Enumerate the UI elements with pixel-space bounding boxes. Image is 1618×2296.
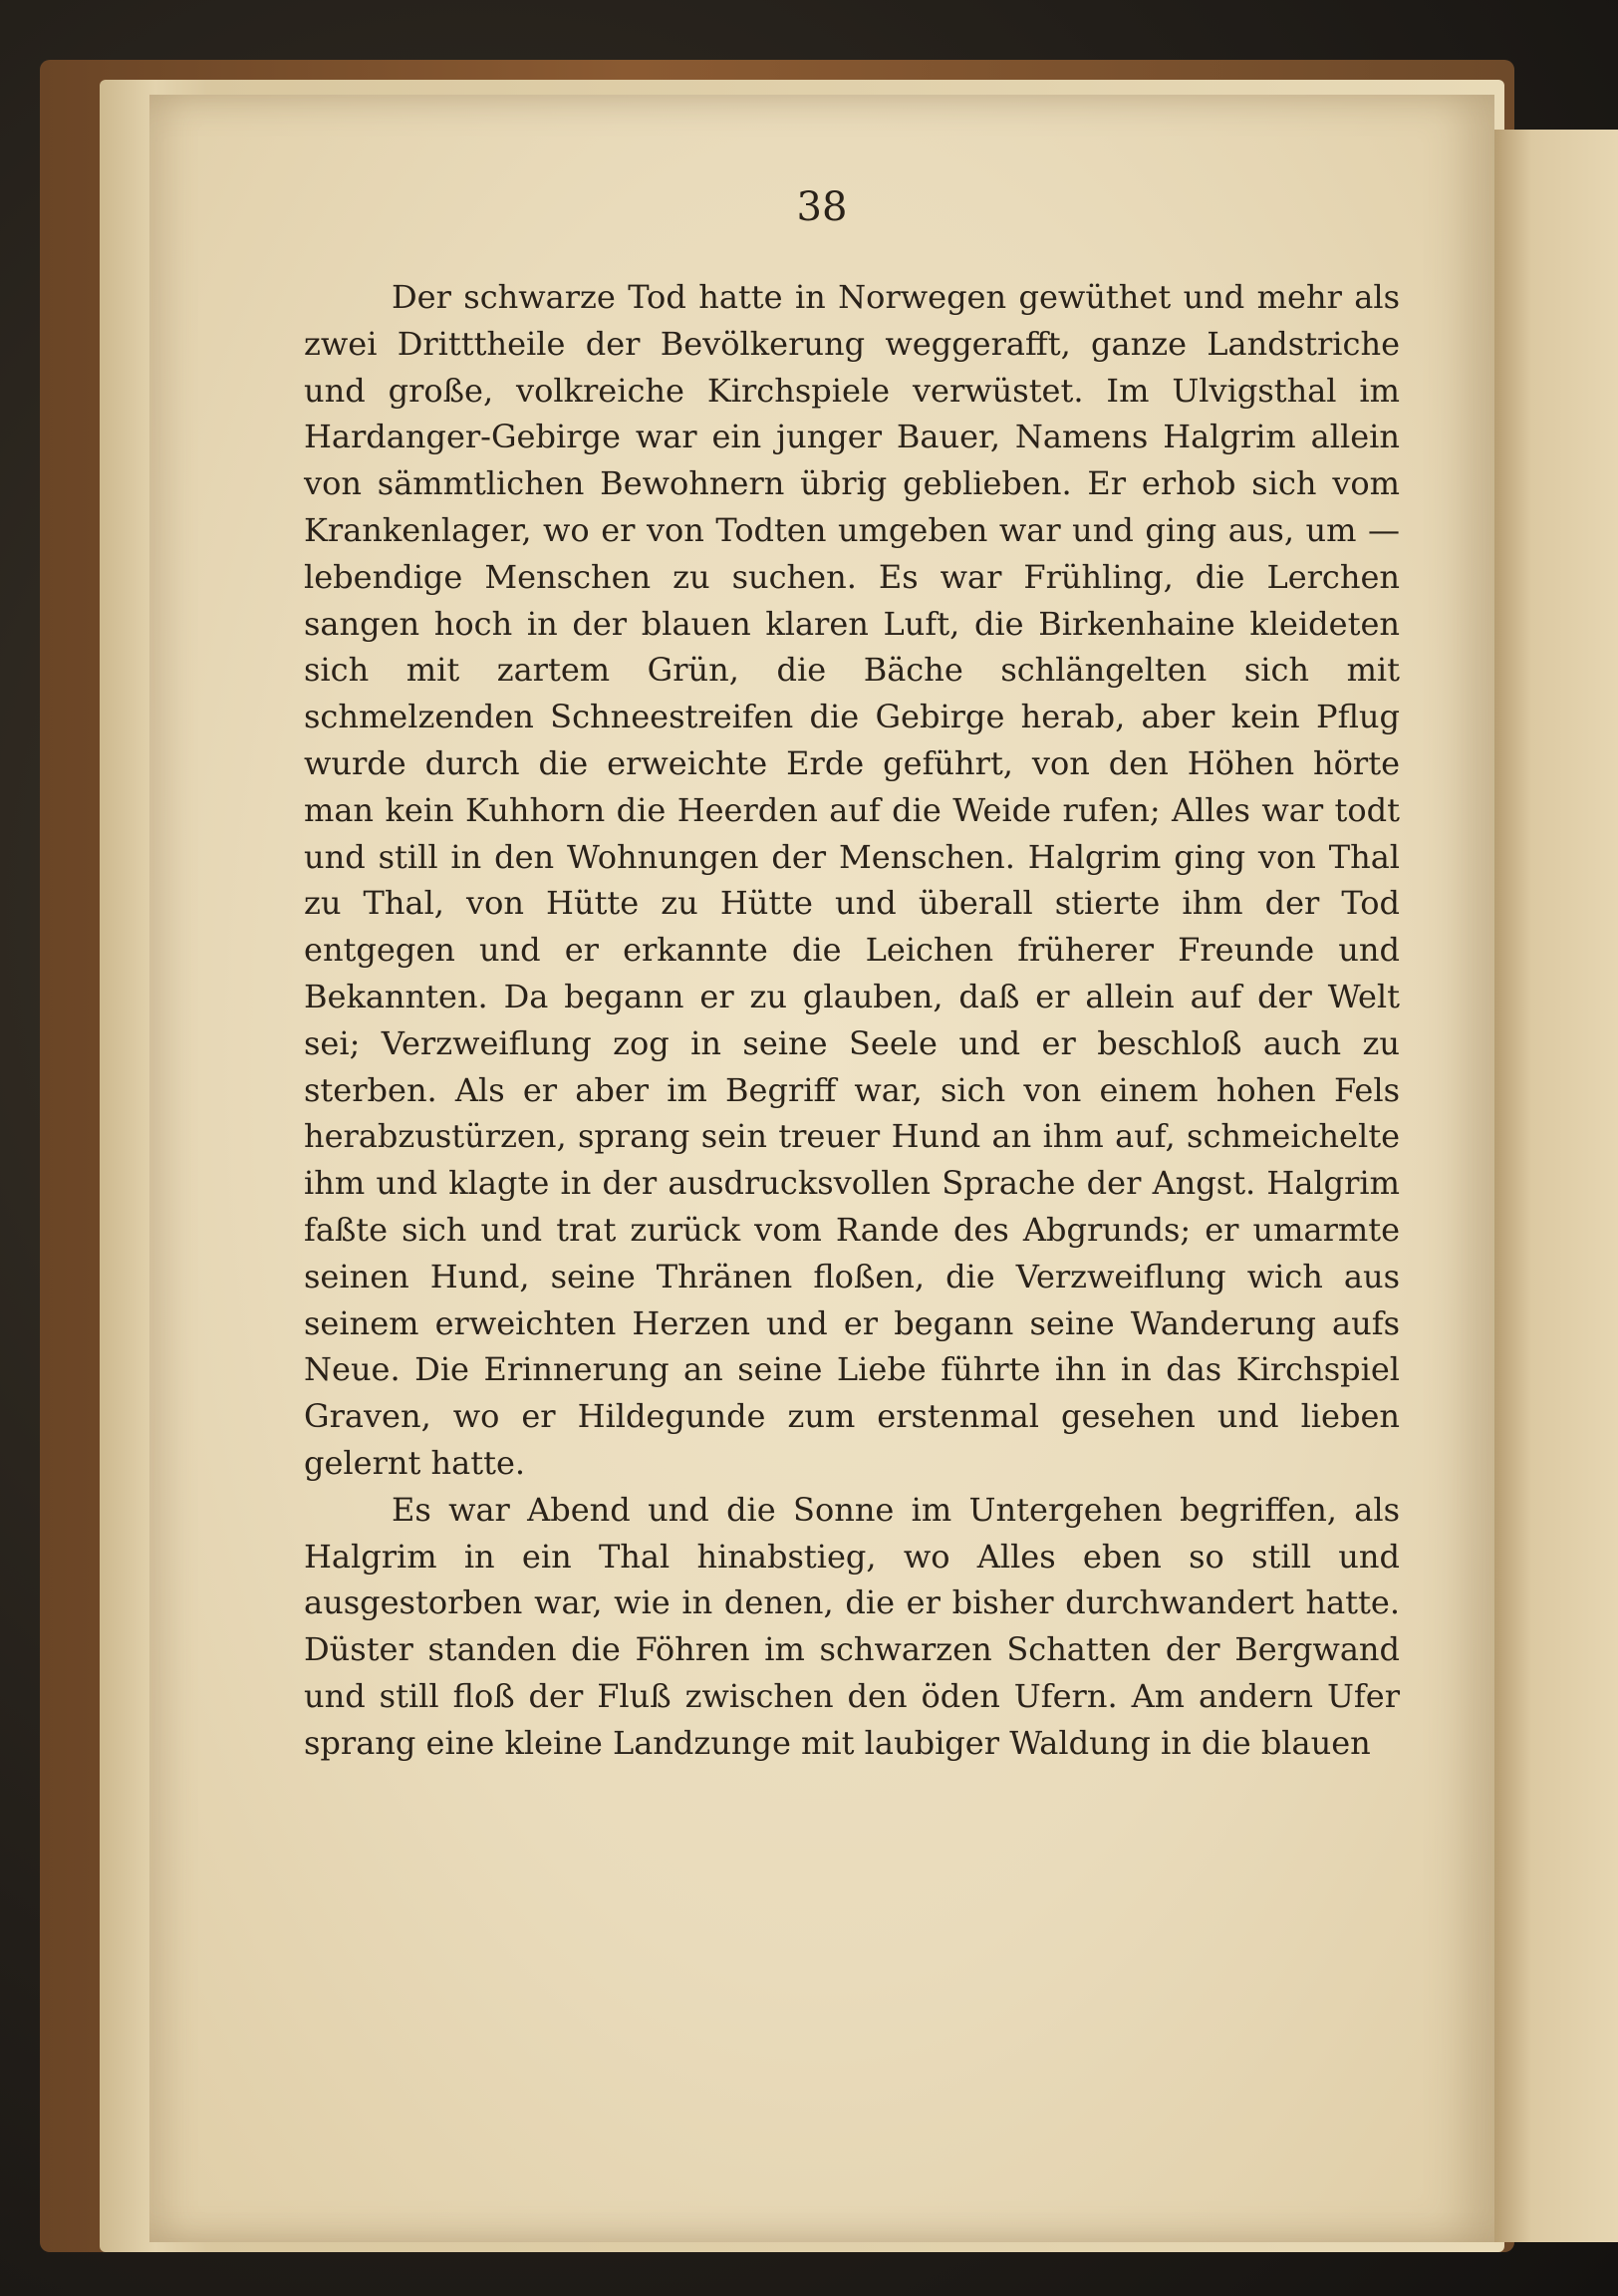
paragraph-2: Es war Abend und die Sonne im Untergehen begriffen, als Halgrim in ein Thal hinabstieg, wo Alles eben so still und ausgestorben war, wie in denen, die er bisher durchwandert hatte. Düster standen die Föhren im schwarzen Schatten der Bergwand und still floß der Fluß zwischen den öden Ufern. Am andern Ufer sprang eine kleine Landzunge mit laubiger Waldung in die blauen — [304, 1490, 1400, 1762]
facing-page-edge — [1494, 130, 1618, 2242]
page-number: 38 — [796, 184, 848, 230]
text-block — [304, 274, 1400, 1767]
book-page — [149, 95, 1494, 2242]
paragraph-1: Der schwarze Tod hatte in Norwegen gewüthet und mehr als zwei Dritttheile der Bevölkerung weggerafft, ganze Landstriche und große, volkreiche Kirchspiele verwüstet. Im Ulvigsthal im Hardanger-Gebirge war ein junger Bauer, Namens Halgrim allein von sämmtlichen Bewohnern übrig geblieben. Er erhob sich vom Krankenlager, wo er von Todten umgeben war und ging aus, um — lebendige Menschen zu suchen. Es war Frühling, die Lerchen sangen hoch in der blauen klaren Luft, die Birkenhaine kleideten sich mit zartem Grün, die Bäche schlängelten sich mit schmelzenden Schneestreifen die Gebirge herab, aber kein Pflug wurde durch die erweichte Erde geführt, von den Höhen hörte man kein Kuhhorn die Heerden auf die Weide rufen; Alles war todt und still in den Wohnungen der Menschen. Halgrim ging von Thal zu Thal, von Hütte zu Hütte und überall stierte ihm der Tod entgegen und er erkannte die Leichen früherer Freunde und Bekannten. Da begann er zu glauben, daß er allein auf der Welt sei; Verzweiflung zog in seine Seele und er beschloß auch zu sterben. Als er aber im Begriff war, sich von einem hohen Fels herabzustürzen, sprang sein treuer Hund an ihm auf, schmeichelte ihm und klagte in der ausdrucksvollen Sprache der Angst. Halgrim faßte sich und trat zurück vom Rande des Abgrunds; er umarmte seinen Hund, seine Thränen floßen, die Verzweiflung wich aus seinem erweichten Herzen und er begann seine Wanderung aufs Neue. Die Erinnerung an seine Liebe führte ihn in das Kirchspiel Graven, wo er Hildegunde zum erstenmal gesehen und lieben gelernt hatte. — [304, 278, 1400, 1482]
